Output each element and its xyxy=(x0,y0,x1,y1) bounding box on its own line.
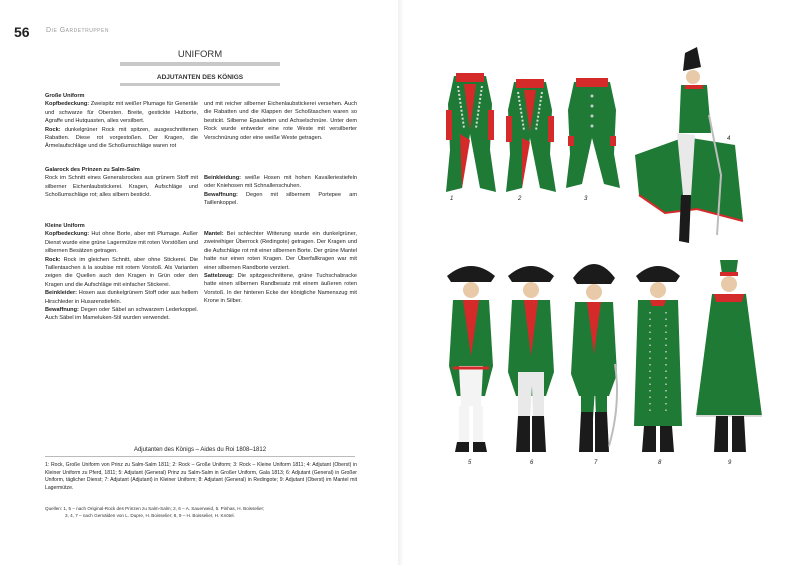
grosse-uniform-continued xyxy=(204,100,357,142)
kleine-rock-label: Rock: xyxy=(45,256,61,263)
figure-1-label: 1 xyxy=(450,196,454,202)
kleine-bew-label: Bewaffnung: xyxy=(45,307,79,314)
figure-2-coat-illustration xyxy=(500,76,560,196)
figure-7-adjutant-kleine-uniform-illustration xyxy=(563,254,625,456)
book-gutter-shadow xyxy=(398,0,404,565)
kleine-mantel-text: Bei schlechter Witterung wurde ein dunkelgrüner, zweireihiger Überrock (Redingote) getragen. Der Kragen und die Aufschläge rot mit einer silbernen Borte. Der grüne Mantel hatte nur einen roten Kragen. Der Überfallkragen war mit einer silbernen Randborte verziert. xyxy=(204,231,357,271)
figure-6-label: 6 xyxy=(530,460,534,466)
kleine-sattel-label: Sattelzeug: xyxy=(204,273,234,280)
grosse-uniform-block xyxy=(45,92,198,151)
galarock-bew-label: Bewaffnung: xyxy=(204,191,238,198)
kleine-bein-text: Hosen aus dunkelgrünem Stoff oder aus hellem Hirschleder in Husarenstiefeln. xyxy=(45,290,198,305)
figure-9-oberst-mantel-illustration xyxy=(692,256,766,456)
kleine-kopf-label: Kopfbedeckung: xyxy=(45,231,90,238)
grosse-rock-text: dunkelgrüner Rock mit spitzen, ausgeschnittenen Rabatten. Diese rot vorgestoßen. Der Kragen, die Ärmelaufschläge und die Schoßumschläge waren rot xyxy=(45,126,198,150)
galarock-bew-text: Degen mit silbernem Portepee am Taillenkoppel. xyxy=(204,191,357,207)
section-subtitle: ADJUTANTEN DES KÖNIGS xyxy=(156,74,244,81)
grosse-rock-label: Rock: xyxy=(45,126,61,133)
figure-8-general-redingote-illustration xyxy=(628,256,688,456)
figure-9-label: 9 xyxy=(728,460,732,466)
title-rule xyxy=(120,62,280,66)
figure-6-general-service-illustration xyxy=(502,256,560,456)
grosse-continued-text: und mit reicher silberner Eichenlaubstickerei versehen. Auch die Rabatten und die Klappen der Schoßtaschen waren so bestickt. Silberne Epauletten und Achselschnüre. Unter dem Rock wurde entweder eine rote Weste mit versilberter Verschnürung oder eine weiße Weste getragen. xyxy=(204,101,357,141)
page-number: 56 xyxy=(14,24,30,40)
sources-line-2: 3, 4, 7 – nach Gemälden von L. Dupre, H. Boisselier; 8, 9 – H. Boisselier, H. Knötel. xyxy=(65,513,235,518)
figure-5-label: 5 xyxy=(468,460,472,466)
figure-4-label: 4 xyxy=(727,136,731,142)
figure-1-coat-illustration xyxy=(440,70,500,195)
figure-3-label: 3 xyxy=(584,196,588,202)
grosse-kopf-text: Zweispitz mit weißer Plumage für Generäle und schwarze für Obersten. Breite, gestickte Hutborte, Agraffe und Hutquasten, alles versilbert. xyxy=(45,101,198,125)
section-title: UNIFORM xyxy=(177,49,223,60)
kleine-bew-text: Degen oder Säbel an schwarzem Lederkoppel. Auch Säbel im Mameluken-Stil wurden verwendet. xyxy=(45,307,198,322)
figure-8-label: 8 xyxy=(658,460,662,466)
galarock-heading: Galarock des Prinzen zu Salm-Salm xyxy=(45,167,140,173)
galarock-text: Rock im Schnitt eines Generalsrockes aus grünem Stoff mit silberner Eichenlaubstickerei. Kragen, Aufschläge und Schoßumschläge rot; alles silbern bestickt. xyxy=(45,175,198,199)
figure-5-general-grosse-uniform-illustration xyxy=(443,256,499,456)
sources-line-1: Quellen: 1, 5 – nach Original-Rock des Prinzen zu Salm-Salm; 2, 6 – A. Sauerweid, 5. Pinhas, H. Boisselier; xyxy=(45,506,265,511)
figure-3-coat-illustration xyxy=(560,76,624,196)
kleine-uniform-continued xyxy=(204,230,357,306)
caption-rule xyxy=(45,456,355,457)
galarock-bein-label: Beinkleidung: xyxy=(204,175,241,181)
figure-7-label: 7 xyxy=(594,460,598,466)
kleine-uniform-block xyxy=(45,222,198,323)
sources-note xyxy=(45,505,357,519)
galarock-block xyxy=(45,166,198,200)
grosse-kopf-label: Kopfbedeckung: xyxy=(45,101,90,108)
kleine-kopf-text: Hut ohne Borte, aber mit Plumage. Außer Dienst wurde eine grüne Lagermütze mit roten Vorstößen und silbernen Besätzen getragen. xyxy=(45,231,198,255)
figure-2-label: 2 xyxy=(518,196,522,202)
plate-caption-body: 1: Rock, Große Uniform von Prinz zu Salm-Salm 1811; 2: Rock – Große Uniform; 3: Rock – Kleine Uniform 1811; 4: Adjutant (Oberst) in Kleiner Uniform zu Pferd, 1811; 5: Adjutant (General) Prinz zu Salm-Salm in Großer Uniform, Gala 1813; 6: Adjutant (General) in Großer Uniform, täglicher Dienst; 7: Adjutant (Adjutant) in Kleiner Uniform; 8: Adjutant (General) in Redingote; 9: Adjutant (Oberst) im Mantel mit Lagermütze. xyxy=(45,462,357,491)
grosse-heading: Große Uniform xyxy=(45,93,85,99)
galarock-continued xyxy=(204,174,357,208)
subtitle-rule xyxy=(120,83,280,86)
kleine-heading: Kleine Uniform xyxy=(45,223,85,229)
plate-caption-title: Adjutanten des Königs – Aides du Roi 1808–1812 xyxy=(133,447,267,453)
running-head: Die Gardetruppen xyxy=(46,27,109,34)
kleine-mantel-label: Mantel: xyxy=(204,231,224,237)
kleine-sattel-text: Die spitzgeschnittene, grüne Tuchschabracke hatte einen silbernen Randbesatz mit einem äußeren roten Vorstoß. In der hinteren Ecke der königliche Namenszug mit Krone in Silber. xyxy=(204,273,357,305)
kleine-bein-label: Beinkleider: xyxy=(45,290,78,297)
galarock-bein-text: weiße Hosen mit hohen Kavalleriestiefeln oder Kniehosen mit Schnallenschuhen. xyxy=(204,175,357,190)
kleine-rock-text: Rock im gleichen Schnitt, aber ohne Stickerei. Die Taillentaschen à la soubise mit rotem Vorstoß. Als Varianten zeigen die Quellen auch den Kragen in Grün oder den Kragen und die Aufschläge mit einfacher Stickerei. xyxy=(45,256,198,288)
figure-4-mounted-officer-illustration xyxy=(625,45,750,250)
